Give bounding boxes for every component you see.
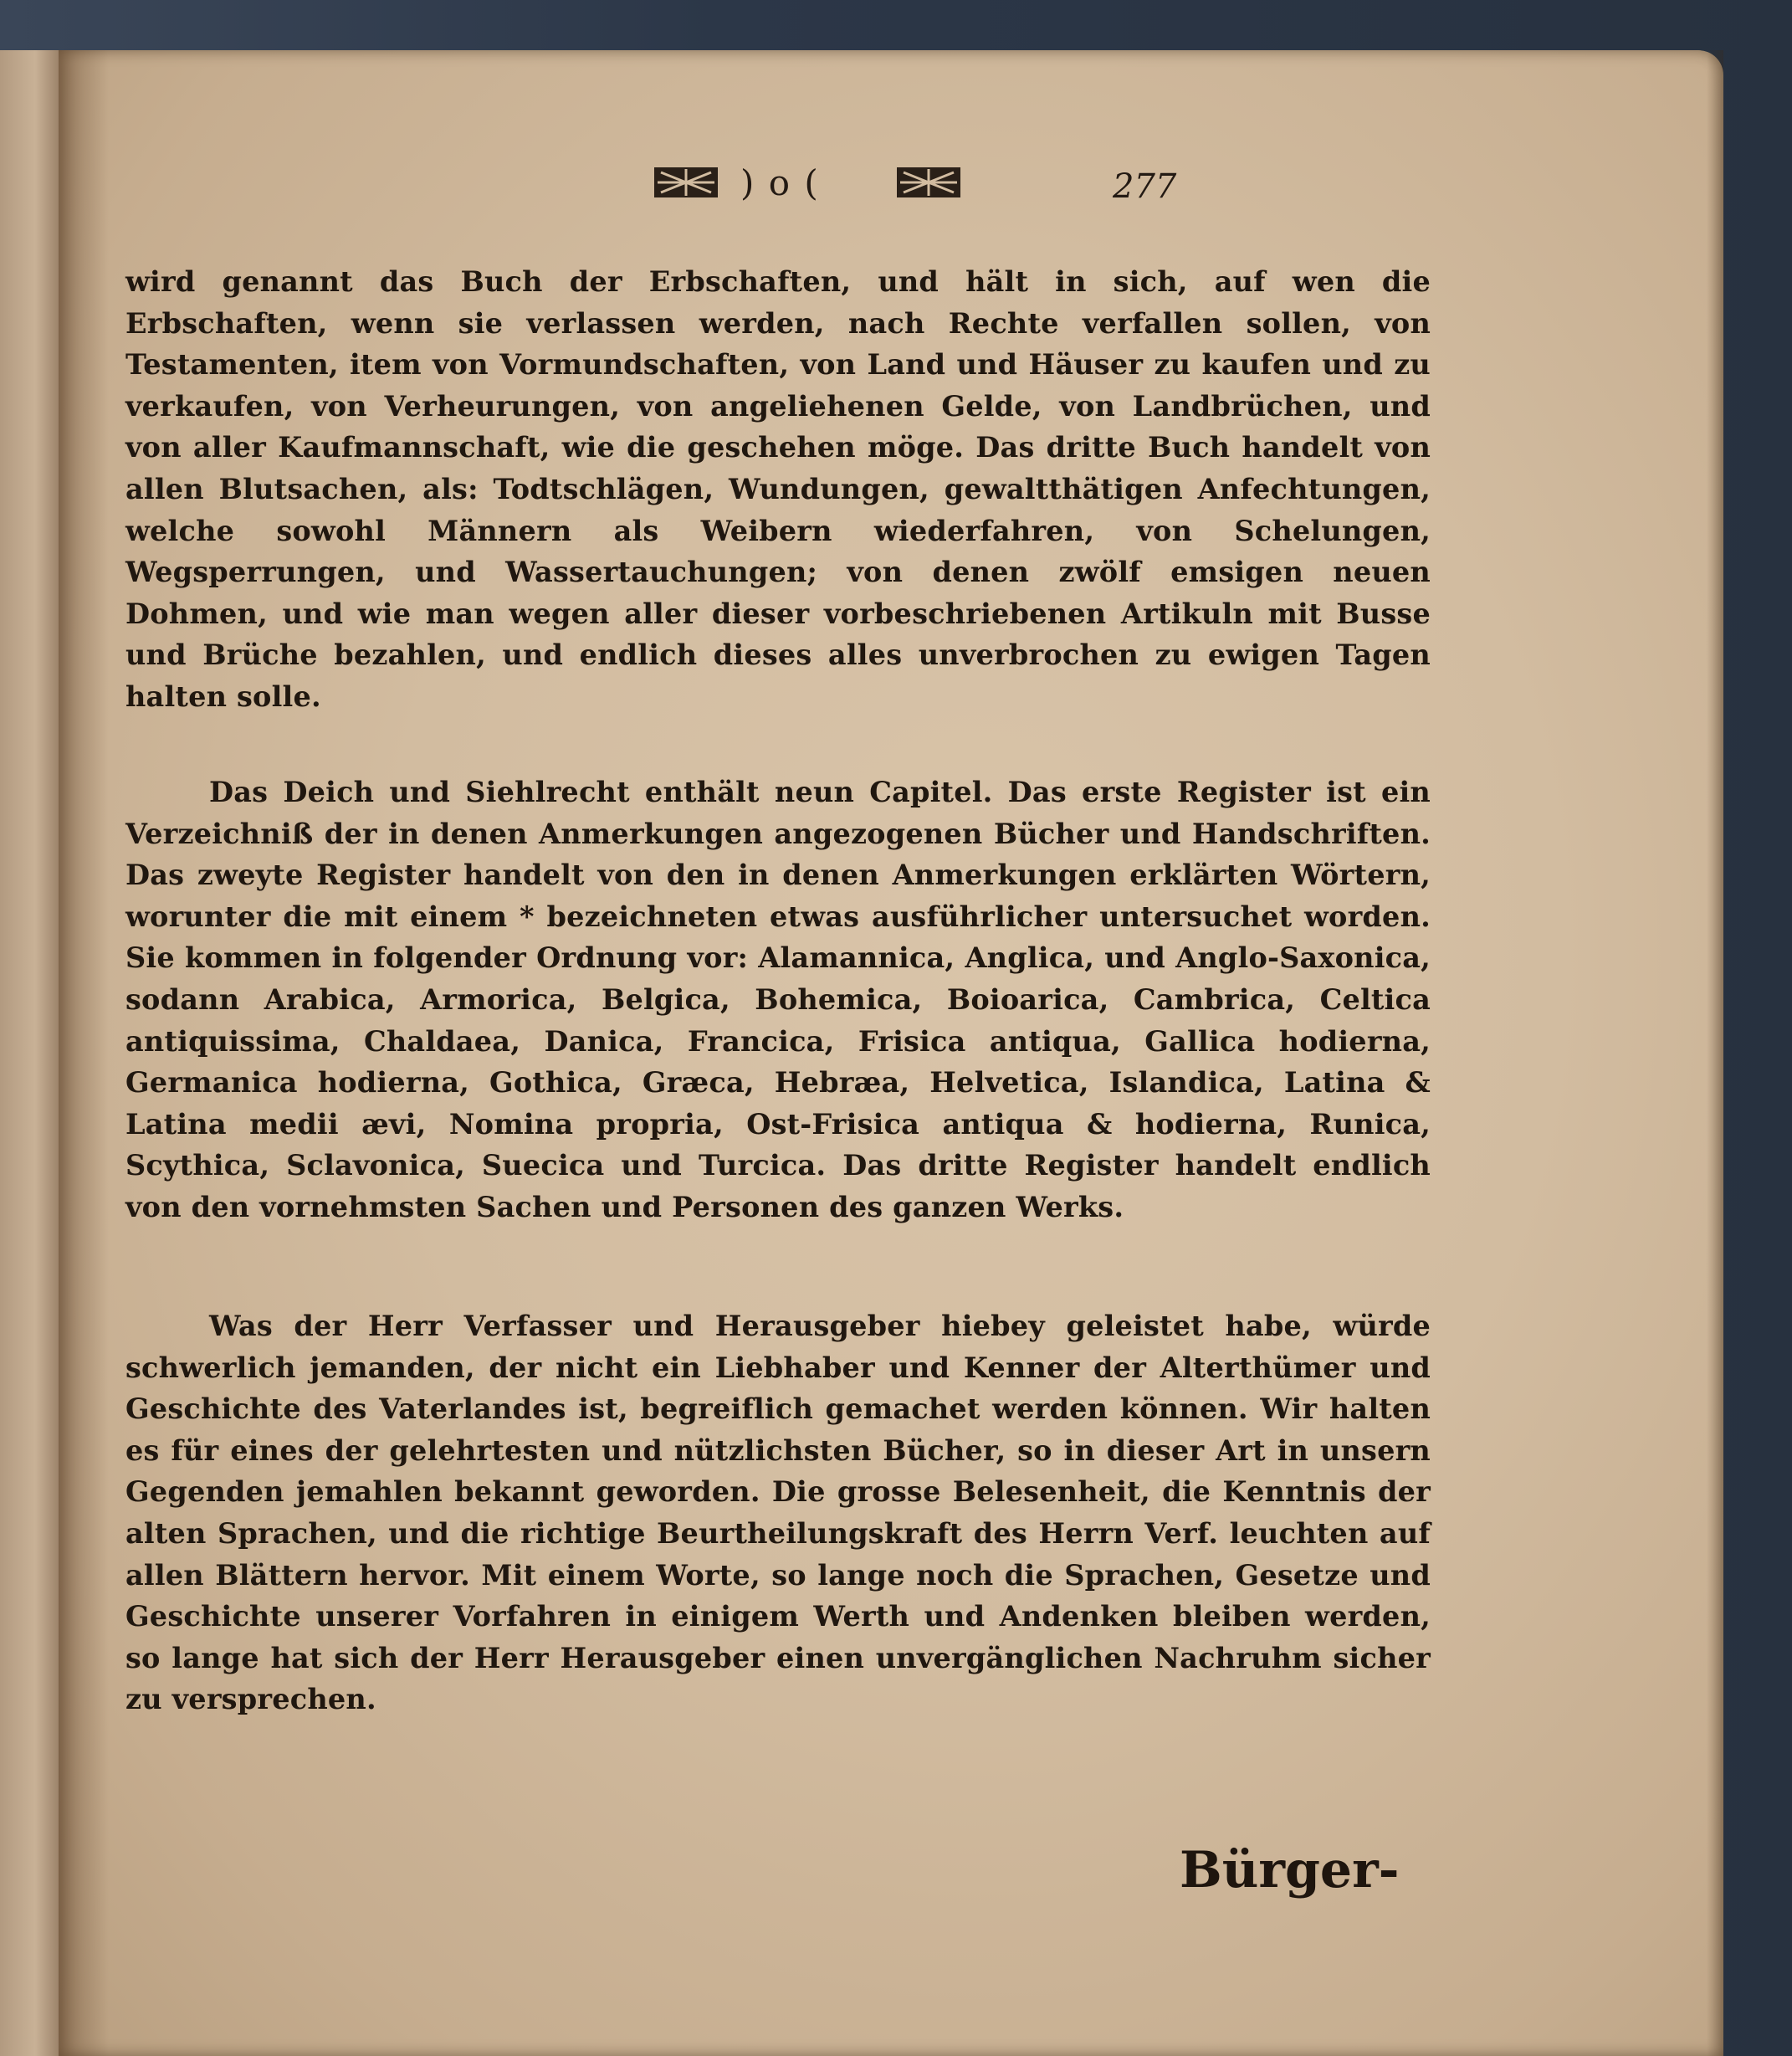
catchword: Bürger- bbox=[1180, 1841, 1400, 1900]
running-header bbox=[594, 157, 1431, 216]
page-edge-shadow bbox=[1707, 50, 1723, 2056]
page-number: 277 bbox=[1113, 167, 1177, 206]
paragraph-3: Was der Herr Verfasser und Herausgeber hiebey geleistet habe, würde schwerlich jemanden, der nicht ein Liebhaber und Kenner der Alterthümer und Geschichte des Vaterlandes ist, begreiflich gemachet werden können. Wir halten es für eines der gelehrtesten und nützlichsten Bücher, so in dieser Art in unsern Gegenden jemahlen bekannt geworden. Die grosse Belesenheit, die Kenntnis der alten Sprachen, und die richtige Beurtheilungskraft des Herrn Verf. leuchten auf allen Blättern hervor. Mit einem Worte, so lange noch die Sprachen, Gesetze und Geschichte unserer Vorfahren in einigem Werth und Andenken bleiben werden, so lange hat sich der Herr Herausgeber einen unvergänglichen Nachruhm sicher zu versprechen. bbox=[125, 1310, 1431, 1716]
book-page bbox=[59, 50, 1723, 2056]
previous-page-edge bbox=[0, 50, 61, 2056]
page-gutter bbox=[59, 50, 109, 2056]
paragraph-1: wird genannt das Buch der Erbschaften, und hält in sich, auf wen die Erbschaften, wenn sie verlassen werden, nach Rechte verfallen sollen, von Testamenten, item von Vormundschaften, von Land und Häuser zu kaufen und zu verkaufen, von Verheurungen, von angeliehenen Gelde, von Landbrüchen, und von aller Kaufmannschaft, wie die geschehen möge. Das dritte Buch handelt von allen Blutsachen, als: Todtschlägen, Wundungen, gewaltthätigen Anfechtungen, welche sowohl Männern als Weibern wiederfahren, von Schelungen, Wegsperrungen, und Wassertauchungen; von denen zwölf emsigen neuen Dohmen, und wie man wegen aller dieser vorbeschriebenen Artikuln mit Busse und Brüche bezahlen, und endlich dieses alles unverbrochen zu ewigen Tagen halten solle. bbox=[125, 265, 1431, 713]
printer-ornament-left-icon bbox=[653, 164, 719, 201]
printer-ornament-right-icon bbox=[895, 164, 962, 201]
paragraph-2: Das Deich und Siehlrecht enthält neun Capitel. Das erste Register ist ein Verzeichniß der in denen Anmerkungen angezogenen Bücher und Handschriften. Das zweyte Register handelt von den in denen Anmerkungen erklärten Wörtern, worunter die mit einem * bezeichneten etwas ausführlicher untersuchet worden. Sie kommen in folgender Ordnung vor: Alamannica, Anglica, und Anglo-Saxonica, sodann Arabica, Armorica, Belgica, Bohemica, Boioarica, Cambrica, Celtica antiquissima, Chaldaea, Danica, Francica, Frisica antiqua, Gallica hodierna, Germanica hodierna, Gothica, Græca, Hebræa, Helvetica, Islandica, Latina & Latina medii ævi, Nomina propria, Ost-Frisica antiqua & hodierna, Runica, Scythica, Sclavonica, Suecica und Turcica. Das dritte Register handelt endlich von den vornehmsten Sachen und Personen des ganzen Werks. bbox=[125, 776, 1431, 1223]
running-head-text: ) o ( bbox=[740, 162, 820, 203]
